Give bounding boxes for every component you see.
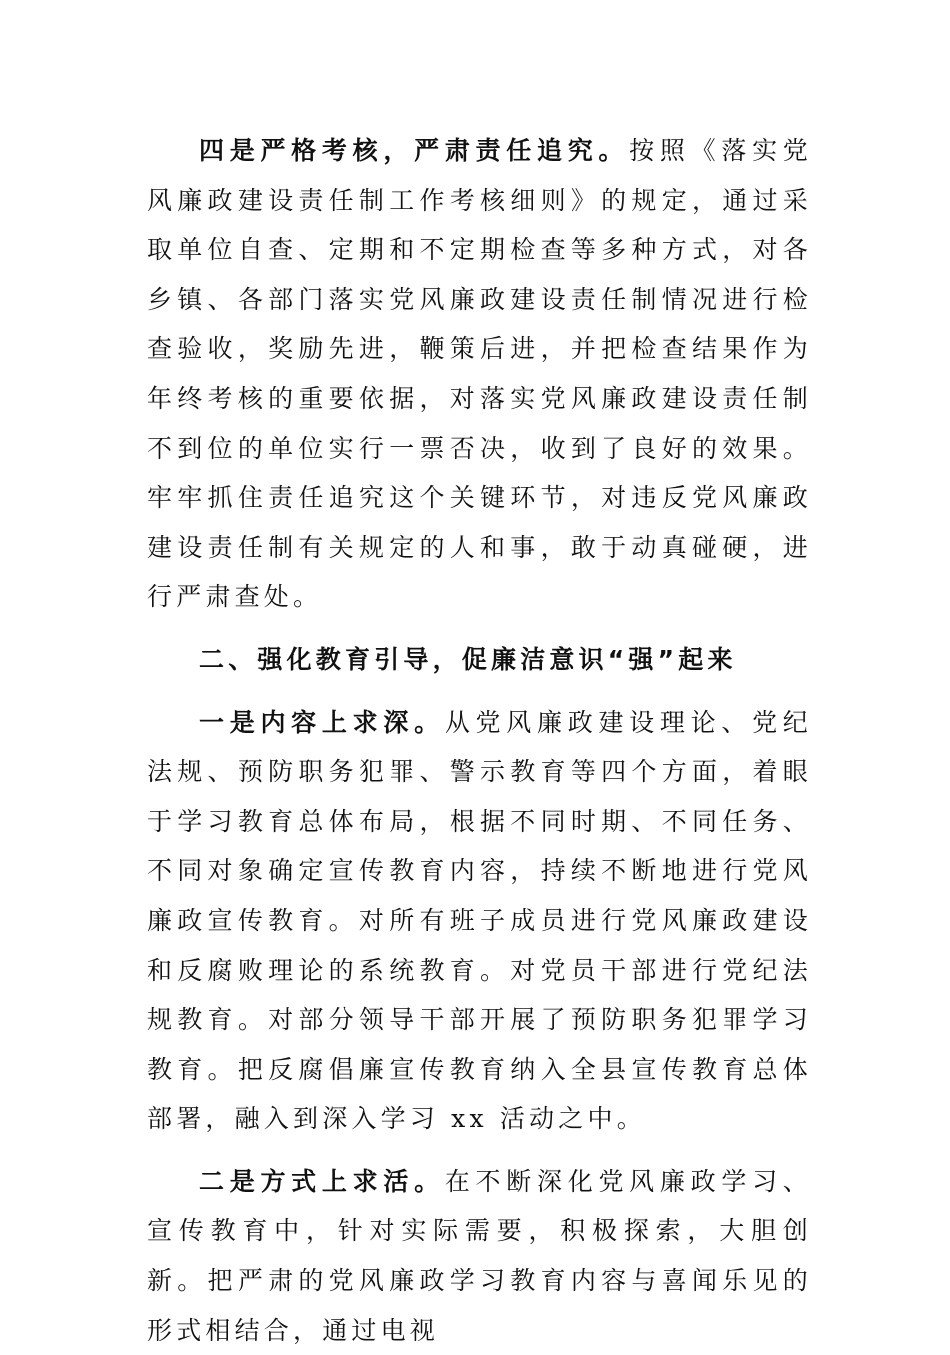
paragraph-lead-heading: 二是方式上求活。 — [199, 1166, 445, 1196]
paragraph-lead-heading: 一是内容上求深。 — [199, 707, 445, 737]
paragraph-body-text: 在不断深化党风廉政学习、宣传教育中，针对实际需要，积极探索，大胆创新。把严肃的党风廉政学习教育内容与喜闻乐见的形式相结合，通过电视 — [147, 1166, 812, 1345]
section-heading: 二、强化教育引导，促廉洁意识“强”起来 — [199, 644, 737, 674]
paragraph-content-depth — [147, 698, 812, 1144]
paragraph-body-text: 从党风廉政建设理论、党纪法规、预防职务犯罪、警示教育等四个方面，着眼于学习教育总体布局，根据不同时期、不同任务、不同对象确定宣传教育内容，持续不断地进行党风廉政宣传教育。对所有班子成员进行党风廉政建设和反腐败理论的系统教育。对党员干部进行党纪法规教育。对部分领导干部开展了预防职务犯罪学习教育。把反腐倡廉宣传教育纳入全县宣传教育总体部署，融入到深入学习 xx 活动之中。 — [147, 707, 812, 1134]
paragraph-strict-assessment — [147, 126, 812, 622]
document-body — [147, 126, 812, 1355]
paragraph-lead-heading: 四是严格考核，严肃责任追究。 — [199, 136, 630, 165]
paragraph-body-text: 按照《落实党风廉政建设责任制工作考核细则》的规定，通过采取单位自查、定期和不定期检查等多种方式，对各乡镇、各部门落实党风廉政建设责任制情况进行检查验收，奖励先进，鞭策后进，并把检查结果作为年终考核的重要依据，对落实党风廉政建设责任制不到位的单位实行一票否决，收到了良好的效果。牢牢抓住责任追究这个关键环节，对违反党风廉政建设责任制有关规定的人和事，敢于动真碰硬，进行严肃查处。 — [147, 136, 813, 612]
paragraph-method-flexibility — [147, 1157, 812, 1355]
